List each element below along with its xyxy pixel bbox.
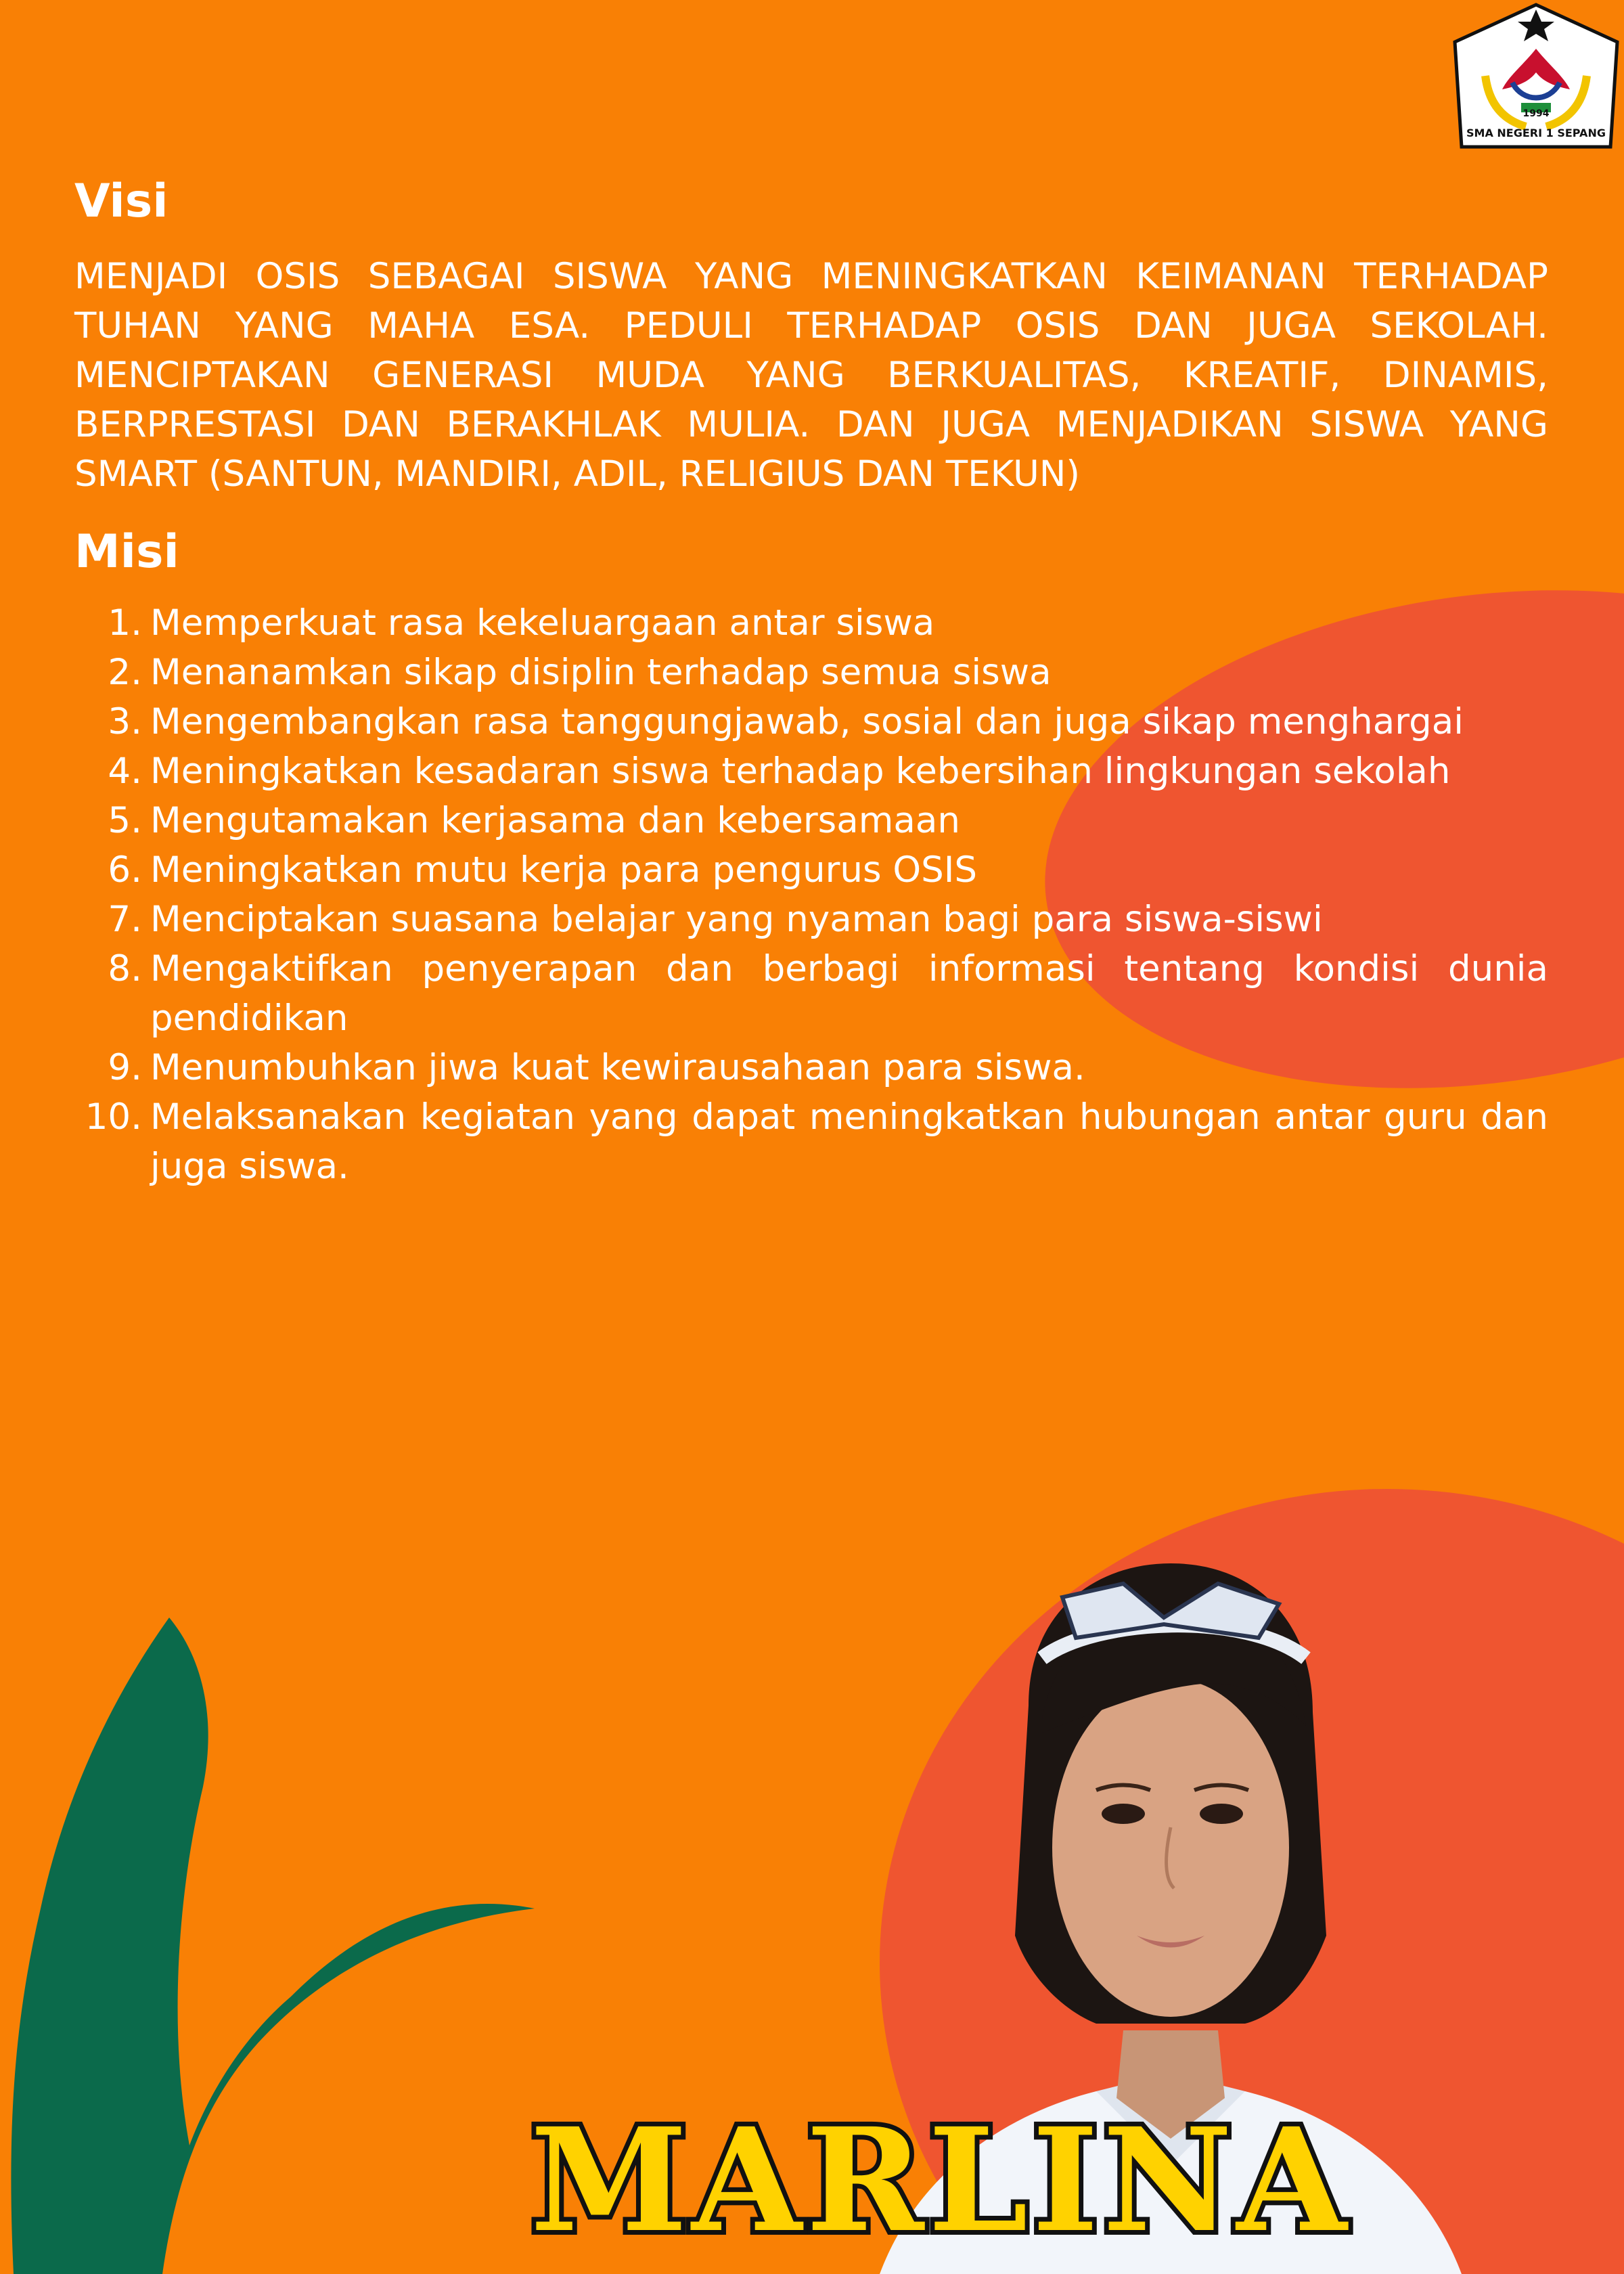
misi-item-text: Mengembangkan rasa tanggungjawab, sosial dan juga sikap menghargai — [150, 701, 1464, 742]
misi-item-number: 5. — [108, 800, 142, 841]
misi-item — [74, 648, 1548, 697]
misi-item-text: Memperkuat rasa kekeluargaan antar siswa — [150, 602, 935, 644]
misi-item — [74, 697, 1548, 746]
misi-item-text: Meningkatkan kesadaran siswa terhadap kebersihan lingkungan sekolah — [150, 751, 1451, 792]
misi-item-text: Menanamkan sikap disiplin terhadap semua siswa — [150, 652, 1052, 693]
misi-item-number: 2. — [108, 652, 142, 693]
misi-item — [74, 1092, 1548, 1191]
logo-school-name: SMA NEGERI 1 SEPANG — [1466, 127, 1606, 139]
misi-item — [74, 895, 1548, 944]
misi-item-number: 8. — [108, 948, 142, 989]
misi-item-text: Menciptakan suasana belajar yang nyaman bagi para siswa-siswi — [150, 899, 1323, 940]
misi-item-text: Mengutamakan kerjasama dan kebersamaan — [150, 800, 960, 841]
misi-item — [74, 845, 1548, 895]
misi-list — [74, 598, 1548, 1191]
misi-item-number: 6. — [108, 849, 142, 891]
misi-item-number: 1. — [108, 602, 142, 644]
misi-item-number: 4. — [108, 751, 142, 792]
misi-item — [74, 1043, 1548, 1092]
school-logo — [1448, 1, 1624, 164]
misi-item — [74, 746, 1548, 796]
misi-item-text: Meningkatkan mutu kerja para pengurus OSIS — [150, 849, 978, 891]
candidate-name-graphic — [0, 2091, 1624, 2260]
misi-item-text: Melaksanakan kegiatan yang dapat meningkatkan hubungan antar guru dan juga siswa. — [150, 1096, 1548, 1187]
candidate-name: MARLINA — [530, 2097, 1351, 2260]
misi-item-number: 3. — [108, 701, 142, 742]
photo-face — [1052, 1678, 1289, 2017]
misi-item — [74, 944, 1548, 1043]
misi-item-number: 9. — [108, 1047, 142, 1088]
visi-body: MENJADI OSIS SEBAGAI SISWA YANG MENINGKATKAN KEIMANAN TERHADAP TUHAN YANG MAHA ESA. PEDULI TERHADAP OSIS DAN JUGA SEKOLAH. MENCIPTAKAN GENERASI MUDA YANG BERKUALITAS, KREATIF, DINAMIS, BERPRESTASI DAN BERAKHLAK MULIA. DAN JUGA MENJADIKAN SISWA YANG SMART (SANTUN, MANDIRI, ADIL, RELIGIUS DAN TEKUN) — [74, 256, 1548, 495]
photo-left-eye — [1102, 1804, 1145, 1824]
misi-item-text: Menumbuhkan jiwa kuat kewirausahaan para siswa. — [150, 1047, 1085, 1088]
photo-right-eye — [1200, 1804, 1243, 1824]
misi-item — [74, 796, 1548, 845]
visi-title: Visi — [74, 175, 168, 228]
misi-item-number: 7. — [108, 899, 142, 940]
misi-item-number: 10. — [85, 1096, 142, 1138]
misi-item — [74, 598, 1548, 648]
logo-year: 1994 — [1522, 108, 1550, 119]
misi-title: Misi — [74, 525, 179, 579]
misi-item-text: Mengaktifkan penyerapan dan berbagi informasi tentang kondisi dunia pendidikan — [150, 948, 1548, 1039]
